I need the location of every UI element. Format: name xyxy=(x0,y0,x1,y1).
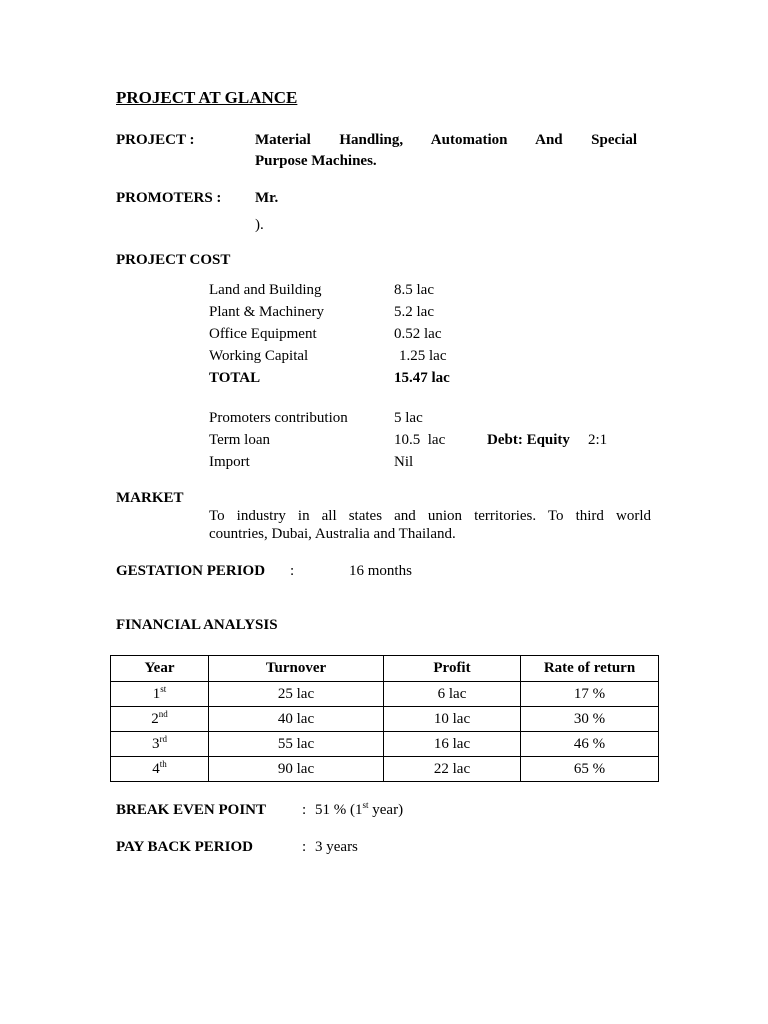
payback-label: PAY BACK PERIOD xyxy=(116,839,253,855)
break-even-ordinal: st xyxy=(362,800,369,810)
year-cell xyxy=(111,682,209,707)
project-cost-heading: PROJECT COST xyxy=(116,252,231,268)
cost-item-value: 0.52 lac xyxy=(394,326,442,342)
page-title: PROJECT AT GLANCE xyxy=(116,88,298,107)
year-number: 2 xyxy=(151,710,159,727)
break-even-label: BREAK EVEN POINT xyxy=(116,802,267,818)
rate-cell: 65 % xyxy=(521,757,659,782)
year-ordinal: th xyxy=(159,758,167,769)
rate-cell: 30 % xyxy=(521,707,659,732)
cost-total-label: TOTAL xyxy=(209,370,261,386)
profit-cell: 6 lac xyxy=(384,682,521,707)
promoters-label: PROMOTERS : xyxy=(116,190,222,206)
term-loan-value: 10.5 lac xyxy=(394,432,446,448)
gestation-label: GESTATION PERIOD xyxy=(116,563,266,579)
turnover-cell: 90 lac xyxy=(209,757,384,782)
year-number: 3 xyxy=(152,735,160,752)
payback-colon: : xyxy=(302,839,307,855)
break-even-value xyxy=(315,801,403,819)
cost-item-value: 5.2 lac xyxy=(394,304,434,320)
break-even-value-post: year) xyxy=(368,802,404,818)
promoters-line2: ). xyxy=(255,217,264,233)
cost-item-value: 8.5 lac xyxy=(394,282,434,298)
profit-cell: 16 lac xyxy=(384,732,521,757)
column-header-rate-of-return: Rate of return xyxy=(521,656,659,682)
gestation-colon: : xyxy=(290,563,295,579)
table-row xyxy=(111,732,659,757)
profit-cell: 22 lac xyxy=(384,757,521,782)
rate-cell: 17 % xyxy=(521,682,659,707)
promoters-contribution-label: Promoters contribution xyxy=(209,410,348,426)
turnover-cell: 40 lac xyxy=(209,707,384,732)
promoters-contribution-value: 5 lac xyxy=(394,410,423,426)
market-text-line2: countries, Dubai, Australia and Thailand. xyxy=(209,526,456,542)
cost-item-label: Office Equipment xyxy=(209,326,317,342)
cost-item-label: Plant & Machinery xyxy=(209,304,324,320)
year-ordinal: nd xyxy=(158,708,168,719)
year-ordinal: st xyxy=(160,683,167,694)
debt-equity-value: 2:1 xyxy=(588,432,608,448)
cost-item-label: Land and Building xyxy=(209,282,322,298)
import-value: Nil xyxy=(394,454,414,470)
cost-item-value: 1.25 lac xyxy=(399,348,447,364)
year-cell xyxy=(111,707,209,732)
debt-equity-label: Debt: Equity xyxy=(487,432,570,448)
cost-item-label: Working Capital xyxy=(209,348,309,364)
financial-analysis-table xyxy=(110,655,659,782)
import-label: Import xyxy=(209,454,250,470)
market-heading: MARKET xyxy=(116,490,184,506)
payback-value: 3 years xyxy=(315,839,358,855)
project-label: PROJECT : xyxy=(116,132,195,148)
table-row xyxy=(111,707,659,732)
turnover-cell: 55 lac xyxy=(209,732,384,757)
project-value-line2: Purpose Machines. xyxy=(255,153,377,169)
table-header-row xyxy=(111,656,659,682)
year-number: 1 xyxy=(152,685,161,702)
year-cell xyxy=(111,732,209,757)
table-row xyxy=(111,757,659,782)
column-header-profit: Profit xyxy=(384,656,521,682)
break-even-value-pre: 51 % (1 xyxy=(315,802,363,818)
turnover-cell: 25 lac xyxy=(209,682,384,707)
promoters-value: Mr. xyxy=(255,190,279,206)
cost-total-value: 15.47 lac xyxy=(394,370,450,386)
year-ordinal: rd xyxy=(159,733,167,744)
break-even-colon: : xyxy=(302,802,307,818)
table-row xyxy=(111,682,659,707)
year-cell xyxy=(111,757,209,782)
rate-cell: 46 % xyxy=(521,732,659,757)
gestation-value: 16 months xyxy=(349,563,412,579)
project-value-line1: Material Handling, Automation And Special xyxy=(255,132,637,148)
term-loan-label: Term loan xyxy=(209,432,271,448)
financial-analysis-heading: FINANCIAL ANALYSIS xyxy=(116,617,278,633)
column-header-turnover: Turnover xyxy=(209,656,384,682)
profit-cell: 10 lac xyxy=(384,707,521,732)
market-text-line1: To industry in all states and union territories. To third world xyxy=(209,508,651,524)
column-header-year: Year xyxy=(111,656,209,682)
year-number: 4 xyxy=(152,760,160,777)
